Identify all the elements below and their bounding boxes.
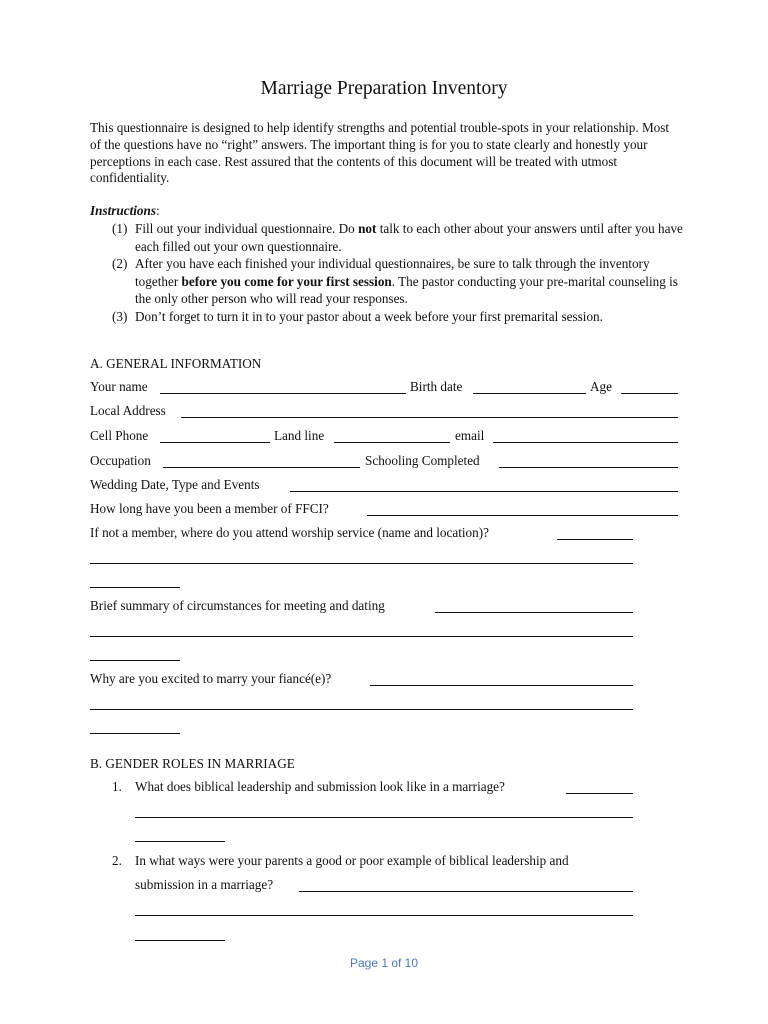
instruction-text: Don’t forget to turn it in to your pastor about a week before your first premarital session. [135, 308, 603, 324]
instruction-item [90, 308, 690, 326]
email-field[interactable] [493, 442, 678, 443]
question-2-field-line[interactable] [135, 940, 225, 941]
your-name-label: Your name [90, 379, 148, 394]
row-member [90, 501, 680, 519]
occupation-field[interactable] [163, 467, 360, 468]
excited-field-line[interactable] [90, 733, 180, 734]
row-worship [90, 525, 635, 543]
instruction-item [90, 255, 690, 308]
instruction-number: (2) [112, 256, 128, 271]
age-label: Age [590, 379, 612, 394]
row-occupation [90, 453, 680, 471]
land-line-label: Land line [274, 428, 325, 443]
question-1-field[interactable] [566, 793, 633, 794]
your-name-field[interactable] [160, 393, 406, 394]
question-1-field-line[interactable] [135, 817, 633, 818]
age-field[interactable] [621, 393, 678, 394]
cell-phone-field[interactable] [160, 442, 270, 443]
summary-field[interactable] [435, 612, 633, 613]
instructions-colon: : [155, 203, 160, 218]
summary-field-line[interactable] [90, 660, 180, 661]
schooling-field[interactable] [499, 467, 678, 468]
section-a-heading: A. GENERAL INFORMATION [90, 356, 262, 371]
instruction-text: Fill out your individual questionnaire. Do [135, 221, 359, 236]
excited-field[interactable] [370, 685, 633, 686]
occupation-label: Occupation [90, 453, 151, 468]
instructions-label: Instructions [90, 203, 156, 218]
instruction-number: (3) [112, 308, 128, 324]
instruction-number: (1) [112, 221, 128, 236]
wedding-label: Wedding Date, Type and Events [90, 477, 260, 492]
row-phone [90, 428, 680, 446]
question-1-field-line[interactable] [135, 841, 225, 842]
excited-label: Why are you excited to marry your fiancé(e)? [90, 671, 332, 686]
email-label: email [455, 428, 485, 443]
member-since-field[interactable] [367, 515, 678, 516]
section-b-heading: B. GENDER ROLES IN MARRIAGE [90, 756, 295, 771]
birth-date-field[interactable] [473, 393, 586, 394]
instruction-text-end: . The pastor conducting your pre-marital counseling is the only other person who will read your responses. [135, 273, 678, 306]
worship-field[interactable] [557, 539, 633, 540]
instructions-list [90, 220, 690, 325]
page-number: Page 1 of 10 [349, 956, 419, 970]
row-q2b [90, 877, 635, 895]
row-q1 [90, 779, 635, 797]
member-since-label: How long have you been a member of FFCI? [90, 501, 329, 516]
local-address-field[interactable] [181, 417, 678, 418]
question-number: 1. [112, 779, 122, 794]
intro-paragraph: This questionnaire is designed to help identify strengths and potential trouble-spots in your relationship. Most of the questions have no “right” answers. The important thing is for you to state clearly and honestly your perceptions in each case. Rest assured that the contents of this document will be treated with utmost confidentiality. [90, 120, 670, 186]
summary-label: Brief summary of circumstances for meeting and dating [90, 598, 385, 613]
question-2-text-cont: submission in a marriage? [135, 877, 274, 892]
question-2-field-line[interactable] [135, 915, 633, 916]
excited-field-line[interactable] [90, 709, 633, 710]
birth-date-label: Birth date [410, 379, 463, 394]
instructions-heading [90, 203, 160, 219]
instruction-item [90, 220, 690, 255]
row-wedding [90, 477, 680, 495]
row-name [90, 379, 680, 397]
question-number: 2. [112, 853, 122, 868]
row-excited [90, 671, 635, 689]
worship-label: If not a member, where do you attend worship service (name and location)? [90, 525, 489, 540]
row-summary [90, 598, 635, 616]
instruction-text-end: talk to each other about your answers until after you have each filled out your own questionnaire. [135, 221, 683, 254]
question-1-text: What does biblical leadership and submission look like in a marriage? [135, 779, 505, 794]
worship-field-line[interactable] [90, 563, 633, 564]
question-2-field[interactable] [299, 891, 633, 892]
instruction-bold: not [358, 221, 377, 236]
instruction-bold: before you come for your first session [181, 273, 392, 289]
land-line-field[interactable] [334, 442, 450, 443]
row-address [90, 403, 680, 421]
instruction-text: After you have each finished your individual questionnaires, be sure to talk through the inventory together [135, 256, 650, 289]
row-q2 [90, 853, 650, 871]
wedding-field[interactable] [290, 491, 678, 492]
worship-field-line[interactable] [90, 587, 180, 588]
question-2-text: In what ways were your parents a good or poor example of biblical leadership and [135, 853, 569, 868]
summary-field-line[interactable] [90, 636, 633, 637]
cell-phone-label: Cell Phone [90, 428, 149, 443]
local-address-label: Local Address [90, 403, 166, 418]
page-title: Marriage Preparation Inventory [260, 78, 508, 99]
schooling-label: Schooling Completed [365, 453, 480, 468]
